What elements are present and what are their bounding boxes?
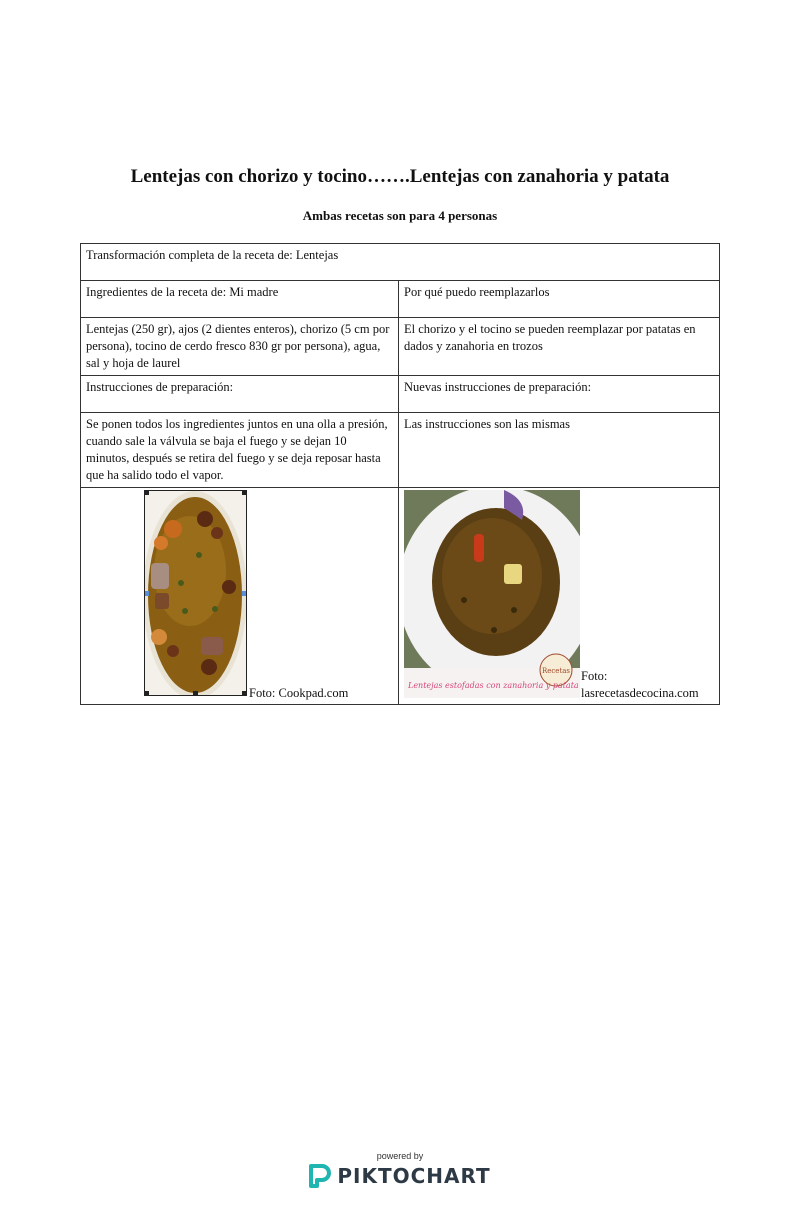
resize-handle-icon[interactable] [144, 691, 149, 696]
table-row [81, 488, 720, 705]
resize-handle-icon[interactable] [242, 591, 247, 596]
replace-text-cell: El chorizo y el tocino se pueden reemplazar por patatas en dados y zanahoria en trozos [399, 318, 720, 376]
replace-label-cell: Por qué puedo reemplazarlos [399, 281, 720, 318]
piktochart-icon [309, 1164, 331, 1188]
resize-handle-icon[interactable] [144, 591, 149, 596]
resize-handle-icon[interactable] [242, 490, 247, 495]
resize-handle-icon[interactable] [242, 691, 247, 696]
instructions-label-cell: Instrucciones de preparación: [81, 376, 399, 413]
photo-cell-left [81, 488, 399, 705]
photo-credit-right: Foto: lasrecetasdecocina.com [581, 669, 699, 700]
lentils-chorizo-photo[interactable] [144, 490, 247, 696]
photo-credit-left: Foto: Cookpad.com [249, 686, 349, 700]
lentils-chorizo-image [145, 491, 246, 695]
table-row [81, 318, 720, 376]
table-row [81, 413, 720, 488]
page-title: Lentejas con chorizo y tocino…….Lentejas con zanahoria y patata [130, 166, 670, 187]
resize-handle-icon[interactable] [193, 691, 198, 696]
page-subtitle: Ambas recetas son para 4 personas [302, 208, 498, 223]
new-instructions-text-cell: Las instrucciones son las mismas [399, 413, 720, 488]
ingredients-text-cell: Lentejas (250 gr), ajos (2 dientes enteros), chorizo (5 cm por persona), tocino de cerdo fresco 830 gr por persona), agua, sal y hoja de laurel [81, 318, 399, 376]
powered-by-label: powered by [376, 1151, 424, 1161]
lentils-carrot-photo [404, 490, 580, 698]
photo-logo-text: Recetas [541, 667, 571, 675]
photo-cell-right [399, 488, 720, 705]
table-row [81, 376, 720, 413]
new-instructions-label-cell: Nuevas instrucciones de preparación: [399, 376, 720, 413]
table-row [81, 244, 720, 281]
photo-caption-text: Lentejas estofadas con zanahoria y patata [408, 681, 579, 690]
piktochart-wordmark: PIKTOCHART [337, 1164, 491, 1188]
table-header-cell: Transformación completa de la receta de: Lentejas [81, 244, 720, 281]
table-row [81, 281, 720, 318]
instructions-text-cell: Se ponen todos los ingredientes juntos en una olla a presión, cuando sale la válvula se baja el fuego y se dejan 10 minutos, después se retira del fuego y se deja reposar hasta que ha salido todo el vapor. [81, 413, 399, 488]
ingredients-label-cell: Ingredientes de la receta de: Mi madre [81, 281, 399, 318]
lentils-carrot-image [404, 490, 580, 698]
piktochart-logo[interactable] [0, 1164, 800, 1188]
resize-handle-icon[interactable] [144, 490, 149, 495]
recipe-table [80, 243, 720, 705]
